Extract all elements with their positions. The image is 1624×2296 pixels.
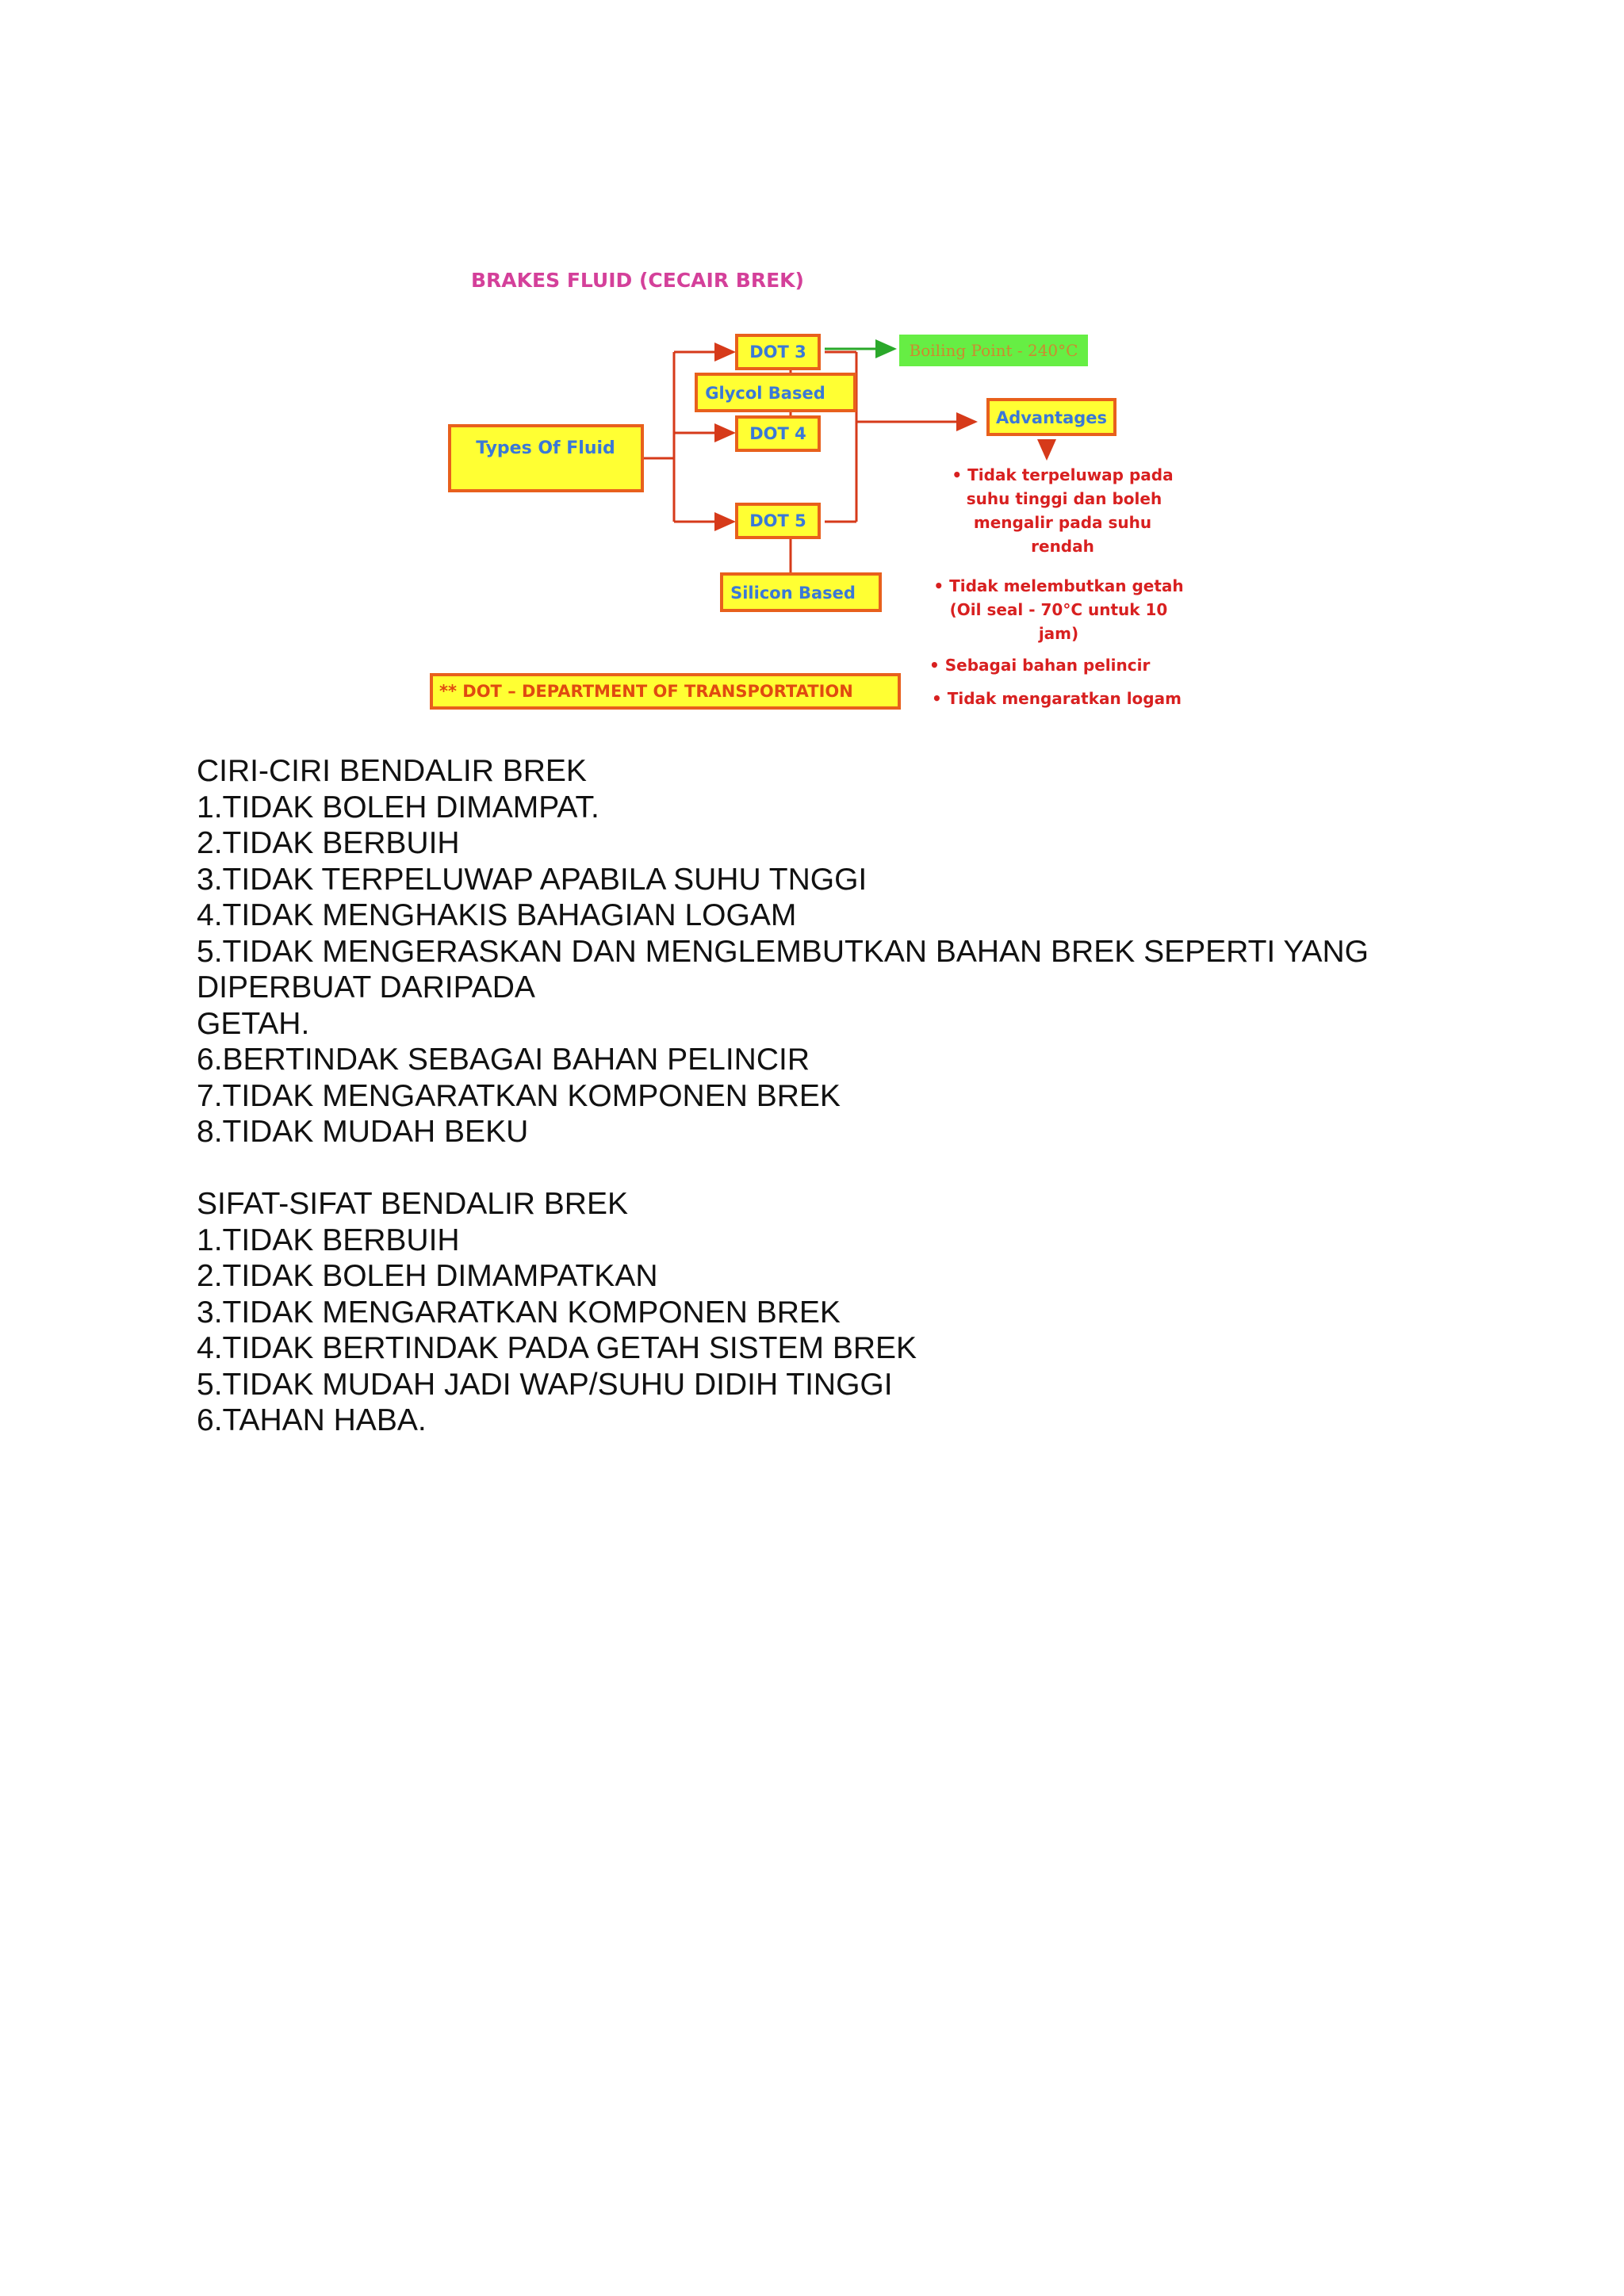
list-item: DIPERBUAT DARIPADA [197, 970, 535, 1004]
list-item: 3.TIDAK TERPELUWAP APABILA SUHU TNGGI [197, 862, 868, 897]
dot5-box [737, 504, 819, 538]
dot3-label: DOT 3 [749, 342, 806, 362]
advantage-1 [952, 465, 1173, 556]
advantage-2-line: jam) [1038, 624, 1079, 643]
silicon-based-label: Silicon Based [730, 584, 856, 603]
advantage-1-line: • Tidak terpeluwap pada [952, 465, 1174, 484]
list-item: 2.TIDAK BOLEH DIMAMPATKAN [197, 1259, 658, 1293]
list-item: 2.TIDAK BERBUIH [197, 826, 460, 860]
list-item: GETAH. [197, 1006, 310, 1041]
types-of-fluid-label: Types Of Fluid [476, 438, 615, 458]
advantage-1-line: suhu tinggi dan boleh [966, 489, 1162, 508]
advantage-1-line: mengalir pada suhu [973, 513, 1152, 532]
list-item: 8.TIDAK MUDAH BEKU [197, 1115, 529, 1149]
dot3-box [737, 335, 819, 369]
boiling-point-label: Boiling Point - 240°C [909, 341, 1078, 360]
dot-footnote-label: ** DOT – DEPARTMENT OF TRANSPORTATION [439, 682, 853, 701]
list-item: 7.TIDAK MENGARATKAN KOMPONEN BREK [197, 1078, 841, 1113]
advantages-box [988, 400, 1115, 434]
list-item: 1.TIDAK BERBUIH [197, 1223, 460, 1257]
dot-footnote-box [431, 675, 899, 708]
list-item: 1.TIDAK BOLEH DIMAMPAT. [197, 790, 599, 825]
ciri-ciri-heading: CIRI-CIRI BENDALIR BREK [197, 754, 587, 788]
list-item: 3.TIDAK MENGARATKAN KOMPONEN BREK [197, 1295, 841, 1330]
list-item: 4.TIDAK MENGHAKIS BAHAGIAN LOGAM [197, 898, 797, 932]
list-item: 5.TIDAK MENGERASKAN DAN MENGLEMBUTKAN BAHAN BREK SEPERTI YANG [197, 934, 1369, 969]
list-item: 4.TIDAK BERTINDAK PADA GETAH SISTEM BREK [197, 1331, 917, 1365]
advantage-4: • Tidak mengaratkan logam [932, 689, 1182, 708]
dot4-label: DOT 4 [749, 424, 806, 443]
glycol-based-label: Glycol Based [705, 384, 825, 403]
ciri-ciri-section [197, 753, 1545, 1150]
dot4-box [737, 417, 819, 450]
dot5-label: DOT 5 [749, 511, 806, 530]
list-item: 6.TAHAN HABA. [197, 1403, 427, 1437]
types-of-fluid-box [450, 426, 642, 491]
brake-fluid-diagram [412, 246, 1229, 721]
glycol-based-box [696, 374, 855, 411]
advantage-1-line: rendah [1031, 537, 1094, 556]
advantage-3: • Sebagai bahan pelincir [929, 656, 1151, 675]
sifat-sifat-heading: SIFAT-SIFAT BENDALIR BREK [197, 1187, 628, 1221]
advantage-2 [933, 576, 1183, 643]
advantage-2-line: (Oil seal - 70°C untuk 10 [949, 600, 1168, 619]
list-item: 6.BERTINDAK SEBAGAI BAHAN PELINCIR [197, 1043, 810, 1077]
advantages-label: Advantages [995, 408, 1108, 427]
silicon-based-box [722, 574, 880, 610]
boiling-point-box [899, 335, 1088, 366]
list-item: 5.TIDAK MUDAH JADI WAP/SUHU DIDIH TINGGI [197, 1367, 893, 1402]
sifat-sifat-section [197, 1186, 1545, 1439]
advantage-2-line: • Tidak melembutkan getah [933, 576, 1184, 595]
diagram-title: BRAKES FLUID (CECAIR BREK) [471, 269, 804, 292]
